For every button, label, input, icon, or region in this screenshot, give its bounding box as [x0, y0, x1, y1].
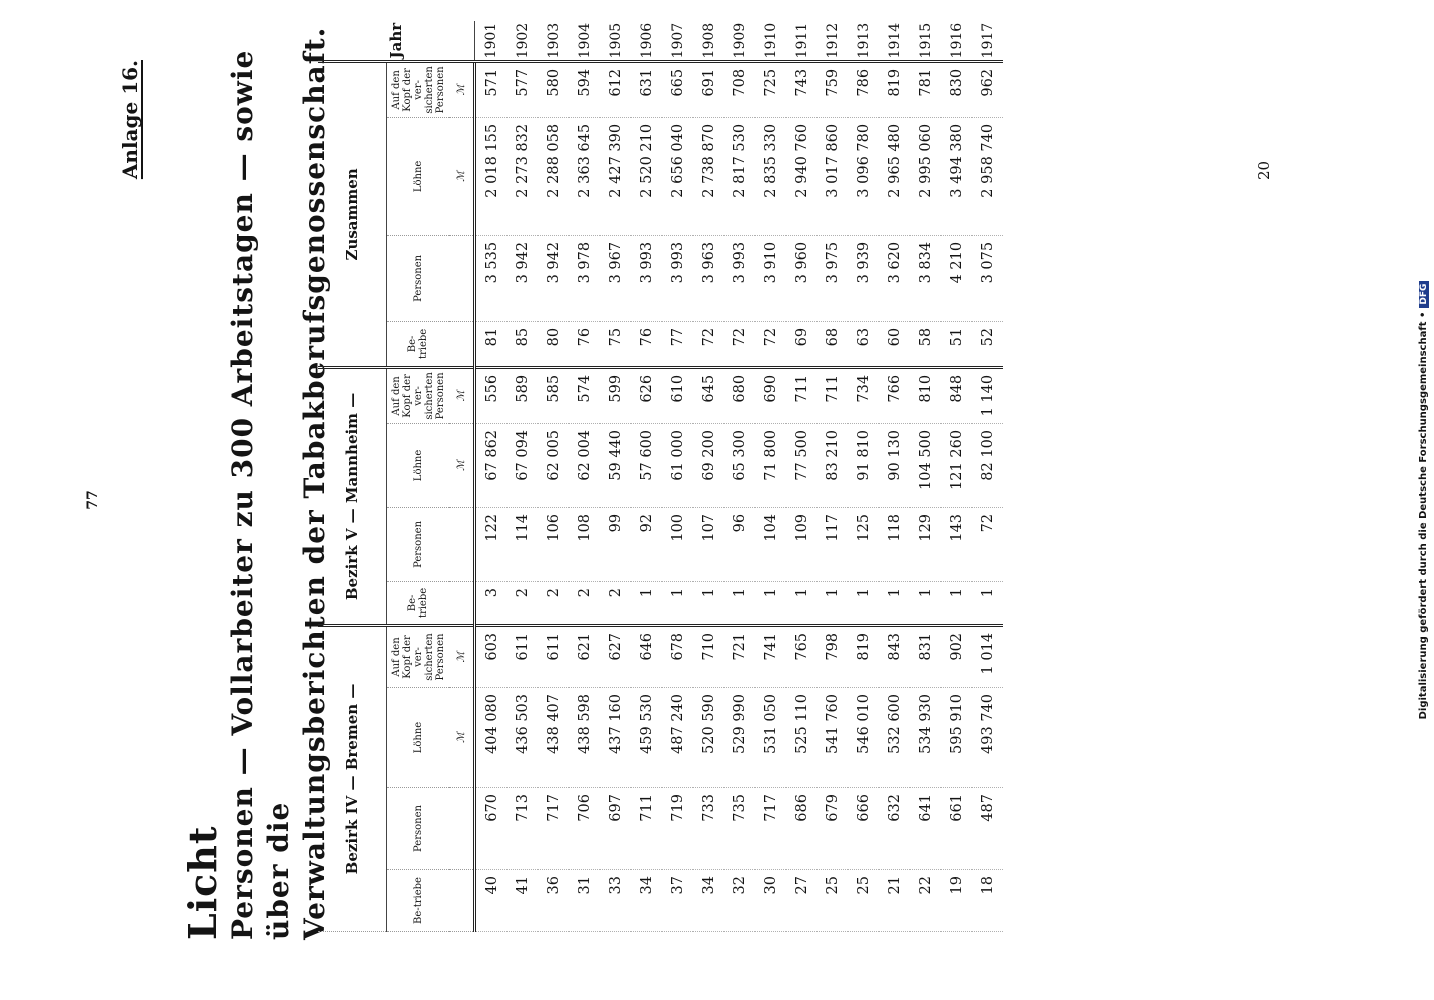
header-b4-personen: Personen	[387, 788, 450, 870]
cell-b5-kopf: 711	[817, 367, 848, 423]
cell-b4-betr: 21	[879, 870, 910, 932]
document-title	[180, 0, 333, 940]
cell-b4-betr: 33	[600, 870, 631, 932]
cell-t-kopf: 580	[538, 61, 569, 117]
cell-b4-pers: 670	[475, 788, 508, 870]
cell-b4-loehne: 487 240	[662, 688, 693, 788]
annex-label: Anlage 16.	[118, 60, 142, 180]
unit-mark: ℳ	[449, 61, 475, 117]
cell-b4-loehne: 525 110	[786, 688, 817, 788]
cell-b5-betr: 1	[724, 581, 755, 625]
column-header-row	[387, 21, 450, 931]
header-total-personen: Personen	[387, 235, 450, 321]
cell-b5-pers: 109	[786, 507, 817, 581]
cell-t-loehne: 3 017 860	[817, 117, 848, 235]
cell-b5-betr: 1	[786, 581, 817, 625]
cell-t-pers: 3 834	[910, 235, 941, 321]
cell-t-betr: 72	[724, 321, 755, 367]
table-row	[693, 21, 724, 931]
table-row	[631, 21, 662, 931]
table-row	[755, 21, 786, 931]
cell-b4-betr: 30	[755, 870, 786, 932]
cell-t-kopf: 819	[879, 61, 910, 117]
header-b4-loehne: Löhne	[387, 688, 450, 788]
table-row	[569, 21, 600, 931]
unit-mark: ℳ	[449, 367, 475, 423]
cell-b4-betr: 22	[910, 870, 941, 932]
cell-t-loehne: 2 965 480	[879, 117, 910, 235]
sheet-number: 20	[1255, 160, 1273, 180]
cell-b4-kopf: 831	[910, 625, 941, 687]
cell-t-pers: 3 939	[848, 235, 879, 321]
title-line-1: Personen — Vollarbeiter zu 300 Arbeitstagen — sowie über die	[226, 49, 295, 940]
cell-t-loehne: 2 995 060	[910, 117, 941, 235]
cell-b5-pers: 108	[569, 507, 600, 581]
cell-t-loehne: 2 817 530	[724, 117, 755, 235]
cell-b5-loehne: 57 600	[631, 423, 662, 507]
cell-t-pers: 3 975	[817, 235, 848, 321]
cell-b4-kopf: 798	[817, 625, 848, 687]
cell-b5-kopf: 610	[662, 367, 693, 423]
cell-t-kopf: 830	[941, 61, 972, 117]
unit-empty	[449, 507, 475, 581]
table-row	[941, 21, 972, 931]
cell-b5-kopf: 645	[693, 367, 724, 423]
cell-b5-betr: 1	[941, 581, 972, 625]
table-body	[475, 21, 1004, 931]
cell-b5-pers: 72	[972, 507, 1003, 581]
cell-year: 1907	[662, 21, 693, 61]
cell-b4-kopf: 627	[600, 625, 631, 687]
cell-b5-loehne: 77 500	[786, 423, 817, 507]
cell-b5-loehne: 61 000	[662, 423, 693, 507]
cell-b5-betr: 1	[631, 581, 662, 625]
cell-t-pers: 3 535	[475, 235, 508, 321]
cell-b5-betr: 2	[600, 581, 631, 625]
cell-b5-pers: 143	[941, 507, 972, 581]
cell-t-pers: 3 978	[569, 235, 600, 321]
cell-year: 1906	[631, 21, 662, 61]
cell-b4-pers: 733	[693, 788, 724, 870]
header-total-betriebe: Be-triebe	[387, 321, 450, 367]
cell-t-kopf: 594	[569, 61, 600, 117]
cell-b5-betr: 1	[755, 581, 786, 625]
cell-t-pers: 3 960	[786, 235, 817, 321]
cell-b5-kopf: 680	[724, 367, 755, 423]
cell-b5-kopf: 585	[538, 367, 569, 423]
cell-t-betr: 68	[817, 321, 848, 367]
cell-t-kopf: 612	[600, 61, 631, 117]
cell-b4-betr: 18	[972, 870, 1003, 932]
cell-b5-pers: 96	[724, 507, 755, 581]
cell-b5-betr: 1	[972, 581, 1003, 625]
cell-year: 1903	[538, 21, 569, 61]
unit-empty	[449, 581, 475, 625]
cell-b4-pers: 717	[755, 788, 786, 870]
cell-b4-loehne: 534 930	[910, 688, 941, 788]
cell-b5-betr: 1	[662, 581, 693, 625]
cell-b5-loehne: 62 004	[569, 423, 600, 507]
cell-b4-betr: 41	[507, 870, 538, 932]
unit-mark: ℳ	[449, 688, 475, 788]
cell-t-betr: 51	[941, 321, 972, 367]
cell-year: 1910	[755, 21, 786, 61]
cell-t-betr: 75	[600, 321, 631, 367]
cell-b4-loehne: 546 010	[848, 688, 879, 788]
cell-b5-betr: 1	[879, 581, 910, 625]
cell-b4-pers: 632	[879, 788, 910, 870]
group-header-row	[318, 21, 387, 931]
cell-b4-kopf: 741	[755, 625, 786, 687]
table-row	[538, 21, 569, 931]
cell-b4-betr: 40	[475, 870, 508, 932]
cell-b4-kopf: 621	[569, 625, 600, 687]
cell-b5-loehne: 104 500	[910, 423, 941, 507]
header-b5-per-kopf: Auf den Kopf der ver-sicherten Personen	[387, 367, 450, 423]
funding-note: Digitalisierung gefördert durch die Deutsche Forschungsgemeinschaft •	[1418, 311, 1429, 720]
cell-t-loehne: 3 494 380	[941, 117, 972, 235]
header-b5-betriebe: Be-triebe	[387, 581, 450, 625]
cell-b4-betr: 34	[693, 870, 724, 932]
cell-b5-loehne: 69 200	[693, 423, 724, 507]
cell-t-betr: 85	[507, 321, 538, 367]
cell-b4-betr: 25	[817, 870, 848, 932]
cell-b4-loehne: 436 503	[507, 688, 538, 788]
cell-b4-kopf: 843	[879, 625, 910, 687]
cell-t-loehne: 2 288 058	[538, 117, 569, 235]
cell-b4-loehne: 595 910	[941, 688, 972, 788]
cell-year: 1917	[972, 21, 1003, 61]
cell-b5-kopf: 599	[600, 367, 631, 423]
cell-t-pers: 4 210	[941, 235, 972, 321]
cell-t-pers: 3 620	[879, 235, 910, 321]
cell-t-pers: 3 967	[600, 235, 631, 321]
unit-empty	[449, 788, 475, 870]
cell-b4-pers: 711	[631, 788, 662, 870]
cell-b5-kopf: 1 140	[972, 367, 1003, 423]
cell-b5-loehne: 71 800	[755, 423, 786, 507]
cell-b5-betr: 1	[910, 581, 941, 625]
cell-t-betr: 58	[910, 321, 941, 367]
cell-t-betr: 52	[972, 321, 1003, 367]
cell-b4-kopf: 611	[507, 625, 538, 687]
cell-t-kopf: 781	[910, 61, 941, 117]
cell-year: 1915	[910, 21, 941, 61]
cell-b5-pers: 92	[631, 507, 662, 581]
cell-t-loehne: 2 835 330	[755, 117, 786, 235]
unit-row	[449, 21, 475, 931]
cell-b4-pers: 487	[972, 788, 1003, 870]
cell-b5-pers: 125	[848, 507, 879, 581]
cell-t-pers: 3 993	[662, 235, 693, 321]
cell-b4-betr: 36	[538, 870, 569, 932]
cell-b4-kopf: 819	[848, 625, 879, 687]
cell-b4-loehne: 493 740	[972, 688, 1003, 788]
unit-empty	[449, 870, 475, 932]
cell-b5-pers: 129	[910, 507, 941, 581]
cell-b5-betr: 2	[538, 581, 569, 625]
table-row	[475, 21, 508, 931]
cell-t-loehne: 2 958 740	[972, 117, 1003, 235]
cell-b5-betr: 2	[569, 581, 600, 625]
cell-t-loehne: 3 096 780	[848, 117, 879, 235]
cell-b5-kopf: 589	[507, 367, 538, 423]
cell-b5-loehne: 59 440	[600, 423, 631, 507]
cell-t-loehne: 2 520 210	[631, 117, 662, 235]
cell-year: 1914	[879, 21, 910, 61]
cell-t-kopf: 786	[848, 61, 879, 117]
cell-b4-pers: 717	[538, 788, 569, 870]
header-total-loehne: Löhne	[387, 117, 450, 235]
table-row	[848, 21, 879, 931]
cell-t-betr: 80	[538, 321, 569, 367]
cell-t-pers: 3 993	[631, 235, 662, 321]
cell-b5-pers: 118	[879, 507, 910, 581]
cell-b5-loehne: 82 100	[972, 423, 1003, 507]
cell-b4-kopf: 902	[941, 625, 972, 687]
cell-b5-pers: 100	[662, 507, 693, 581]
cell-t-betr: 60	[879, 321, 910, 367]
cell-b4-pers: 679	[817, 788, 848, 870]
cell-t-loehne: 2 940 760	[786, 117, 817, 235]
cell-year: 1909	[724, 21, 755, 61]
cell-t-kopf: 759	[817, 61, 848, 117]
cell-b4-betr: 32	[724, 870, 755, 932]
cell-b4-loehne: 438 598	[569, 688, 600, 788]
header-b4-betriebe: Be-triebe	[387, 870, 450, 932]
cell-b5-kopf: 810	[910, 367, 941, 423]
cell-b4-kopf: 611	[538, 625, 569, 687]
header-b5-personen: Personen	[387, 507, 450, 581]
unit-empty	[449, 321, 475, 367]
cell-b4-loehne: 529 990	[724, 688, 755, 788]
cell-t-pers: 3 963	[693, 235, 724, 321]
table-row	[507, 21, 538, 931]
cell-t-loehne: 2 273 832	[507, 117, 538, 235]
cell-t-kopf: 725	[755, 61, 786, 117]
cell-b5-betr: 1	[848, 581, 879, 625]
cell-t-loehne: 2 427 390	[600, 117, 631, 235]
cell-b4-kopf: 765	[786, 625, 817, 687]
cell-b4-loehne: 541 760	[817, 688, 848, 788]
cell-b4-pers: 706	[569, 788, 600, 870]
cell-b5-kopf: 690	[755, 367, 786, 423]
page-number: 77	[85, 490, 101, 510]
group-total: Zusammen	[318, 61, 387, 367]
cell-b5-kopf: 626	[631, 367, 662, 423]
cell-b5-pers: 107	[693, 507, 724, 581]
cell-t-pers: 3 075	[972, 235, 1003, 321]
cell-b5-loehne: 67 094	[507, 423, 538, 507]
cell-year: 1916	[941, 21, 972, 61]
table-row	[879, 21, 910, 931]
cell-b5-kopf: 711	[786, 367, 817, 423]
cell-b5-pers: 104	[755, 507, 786, 581]
cell-b4-kopf: 1 014	[972, 625, 1003, 687]
cell-b4-pers: 697	[600, 788, 631, 870]
cell-b4-pers: 735	[724, 788, 755, 870]
cell-t-loehne: 2 738 870	[693, 117, 724, 235]
cell-b4-loehne: 459 530	[631, 688, 662, 788]
cell-b4-pers: 719	[662, 788, 693, 870]
cell-b4-betr: 34	[631, 870, 662, 932]
cell-year: 1904	[569, 21, 600, 61]
title-word: Licht	[180, 825, 225, 940]
cell-b5-pers: 117	[817, 507, 848, 581]
cell-b5-betr: 3	[475, 581, 508, 625]
table-row	[786, 21, 817, 931]
cell-b5-kopf: 574	[569, 367, 600, 423]
cell-b5-loehne: 67 862	[475, 423, 508, 507]
group-bremen: Bezirk IV — Bremen —	[318, 625, 387, 931]
cell-t-loehne: 2 363 645	[569, 117, 600, 235]
cell-t-kopf: 631	[631, 61, 662, 117]
cell-b5-kopf: 766	[879, 367, 910, 423]
cell-t-loehne: 2 656 040	[662, 117, 693, 235]
cell-t-betr: 72	[693, 321, 724, 367]
cell-t-pers: 3 942	[538, 235, 569, 321]
cell-t-betr: 76	[569, 321, 600, 367]
cell-t-betr: 77	[662, 321, 693, 367]
table-row	[724, 21, 755, 931]
cell-b5-pers: 122	[475, 507, 508, 581]
table-row	[600, 21, 631, 931]
cell-b4-pers: 641	[910, 788, 941, 870]
cell-t-kopf: 665	[662, 61, 693, 117]
cell-year: 1908	[693, 21, 724, 61]
cell-t-kopf: 571	[475, 61, 508, 117]
cell-t-betr: 76	[631, 321, 662, 367]
cell-b5-loehne: 62 005	[538, 423, 569, 507]
cell-year: 1905	[600, 21, 631, 61]
cell-b5-betr: 2	[507, 581, 538, 625]
sidebar-note	[1418, 0, 1429, 1000]
statistics-table	[318, 21, 1003, 932]
cell-year: 1902	[507, 21, 538, 61]
cell-b4-loehne: 531 050	[755, 688, 786, 788]
table-row	[910, 21, 941, 931]
unit-mark: ℳ	[449, 423, 475, 507]
cell-b4-pers: 661	[941, 788, 972, 870]
cell-t-pers: 3 993	[724, 235, 755, 321]
cell-b5-kopf: 734	[848, 367, 879, 423]
unit-mark: ℳ	[449, 117, 475, 235]
cell-t-kopf: 743	[786, 61, 817, 117]
title-line-2: Verwaltungsberichten der Tabakberufsgenossenschaft.	[298, 26, 331, 940]
cell-b5-kopf: 848	[941, 367, 972, 423]
cell-b4-loehne: 520 590	[693, 688, 724, 788]
cell-b4-betr: 25	[848, 870, 879, 932]
cell-b4-kopf: 646	[631, 625, 662, 687]
cell-b4-betr: 27	[786, 870, 817, 932]
cell-b4-kopf: 721	[724, 625, 755, 687]
cell-t-kopf: 708	[724, 61, 755, 117]
cell-t-pers: 3 910	[755, 235, 786, 321]
header-b5-loehne: Löhne	[387, 423, 450, 507]
cell-year: 1911	[786, 21, 817, 61]
cell-t-betr: 63	[848, 321, 879, 367]
cell-b5-pers: 106	[538, 507, 569, 581]
cell-t-betr: 69	[786, 321, 817, 367]
header-year: Jahr	[318, 21, 475, 61]
cell-b4-loehne: 532 600	[879, 688, 910, 788]
cell-b4-pers: 686	[786, 788, 817, 870]
cell-b5-loehne: 91 810	[848, 423, 879, 507]
table-row	[972, 21, 1003, 931]
table-row	[817, 21, 848, 931]
cell-b5-pers: 99	[600, 507, 631, 581]
cell-b4-kopf: 603	[475, 625, 508, 687]
cell-year: 1913	[848, 21, 879, 61]
cell-b4-pers: 713	[507, 788, 538, 870]
cell-b5-loehne: 90 130	[879, 423, 910, 507]
cell-b5-betr: 1	[817, 581, 848, 625]
dfg-logo: DFG	[1419, 281, 1429, 308]
cell-b5-loehne: 65 300	[724, 423, 755, 507]
cell-b4-loehne: 437 160	[600, 688, 631, 788]
cell-year: 1912	[817, 21, 848, 61]
cell-t-pers: 3 942	[507, 235, 538, 321]
cell-b4-betr: 37	[662, 870, 693, 932]
cell-b4-loehne: 404 080	[475, 688, 508, 788]
header-total-per-kopf: Auf den Kopf der ver-sicherten Personen	[387, 61, 450, 117]
cell-b5-loehne: 121 260	[941, 423, 972, 507]
cell-b5-betr: 1	[693, 581, 724, 625]
unit-empty	[449, 235, 475, 321]
cell-t-betr: 81	[475, 321, 508, 367]
cell-b4-kopf: 710	[693, 625, 724, 687]
cell-t-kopf: 577	[507, 61, 538, 117]
cell-year: 1901	[475, 21, 508, 61]
cell-b4-loehne: 438 407	[538, 688, 569, 788]
cell-b4-pers: 666	[848, 788, 879, 870]
unit-mark: ℳ	[449, 625, 475, 687]
cell-b5-loehne: 83 210	[817, 423, 848, 507]
header-b4-per-kopf: Auf den Kopf der ver-sicherten Personen	[387, 625, 450, 687]
cell-t-kopf: 962	[972, 61, 1003, 117]
cell-b5-kopf: 556	[475, 367, 508, 423]
cell-b4-betr: 31	[569, 870, 600, 932]
cell-b4-kopf: 678	[662, 625, 693, 687]
cell-t-loehne: 2 018 155	[475, 117, 508, 235]
cell-b5-pers: 114	[507, 507, 538, 581]
cell-t-betr: 72	[755, 321, 786, 367]
cell-b4-betr: 19	[941, 870, 972, 932]
cell-t-kopf: 691	[693, 61, 724, 117]
table-row	[662, 21, 693, 931]
group-mannheim: Bezirk V — Mannheim —	[318, 367, 387, 625]
